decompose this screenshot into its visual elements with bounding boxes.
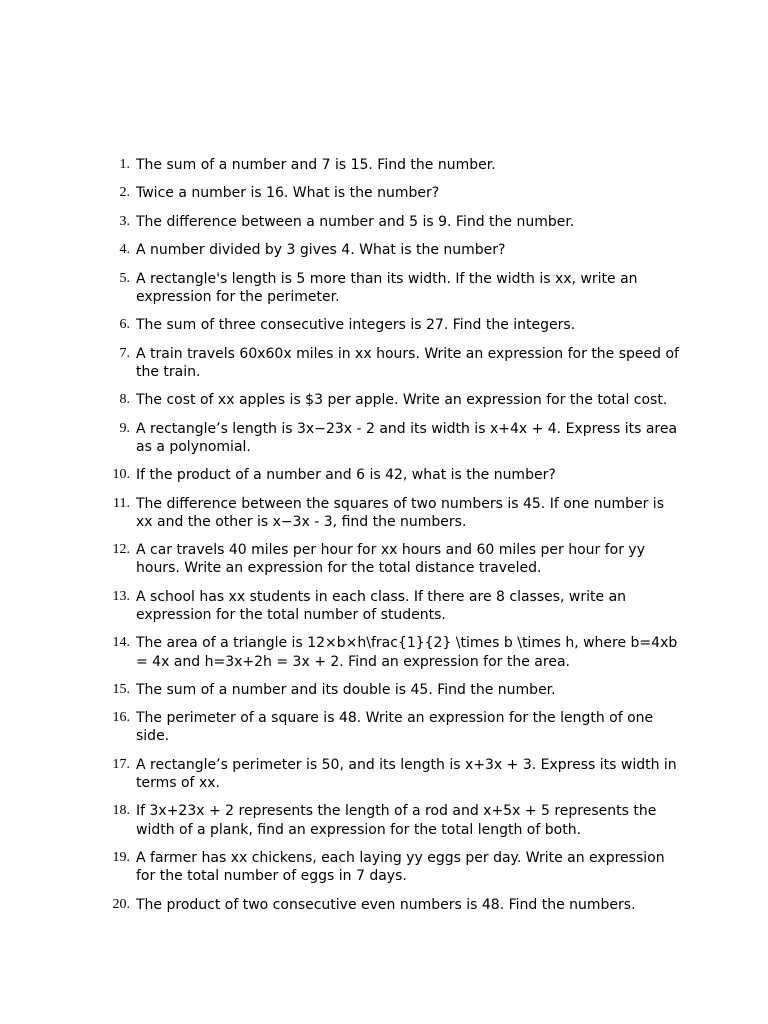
problem-item [0, 541, 768, 577]
problem-text: A rectangle's length is 5 more than its width. If the width is xx, write an expression for the perimeter. [136, 270, 638, 305]
problem-item [0, 588, 768, 624]
problem-item [0, 316, 768, 334]
problem-number: 5. [119, 270, 130, 286]
problem-item [0, 849, 768, 885]
problem-number: 10. [112, 467, 130, 483]
problem-text: A number divided by 3 gives 4. What is the number? [136, 242, 506, 259]
problem-number: 20. [112, 896, 130, 912]
problem-item [0, 420, 768, 456]
problem-text: The difference between the squares of two numbers is 45. If one number is xx and the other is x−3x - 3, find the numbers. [136, 495, 664, 530]
problem-number: 9. [119, 420, 130, 436]
problem-item [0, 270, 768, 306]
problem-text: A train travels 60x60x miles in xx hours. Write an expression for the speed of the train. [136, 345, 679, 380]
problem-item [0, 634, 768, 670]
problem-number: 18. [112, 803, 130, 819]
problem-number: 8. [119, 392, 130, 408]
problem-number: 6. [119, 317, 130, 333]
problem-number: 17. [112, 756, 130, 772]
problem-item [0, 213, 768, 231]
problem-text: Twice a number is 16. What is the number? [136, 185, 440, 202]
problem-item [0, 709, 768, 745]
problem-text: The product of two consecutive even numbers is 48. Find the numbers. [136, 896, 636, 913]
problem-text: A school has xx students in each class. If there are 8 classes, write an expression for the total number of students. [136, 588, 627, 623]
problem-text: The cost of xx apples is $3 per apple. Write an expression for the total cost. [136, 392, 668, 409]
problem-item [0, 802, 768, 838]
problem-item [0, 184, 768, 202]
problem-text: The sum of a number and 7 is 15. Find the number. [136, 157, 496, 173]
problem-item [0, 241, 768, 259]
problem-text: The area of a triangle is 12×b×h\frac{1}{2} \times b \times h, where b=4xb = 4x and h=3x+2h = 3x + 2. Find an expression for the area. [136, 635, 678, 670]
problem-number: 15. [112, 681, 130, 697]
problem-text: A rectangle’s length is 3x−23x - 2 and its width is x+4x + 4. Express its area as a polynomial. [136, 420, 678, 455]
problem-text: The difference between a number and 5 is 9. Find the number. [136, 213, 575, 230]
problem-number: 19. [112, 850, 130, 866]
problem-text: A car travels 40 miles per hour for xx hours and 60 miles per hour for yy hours. Write an expression for the total distance traveled. [136, 542, 645, 577]
problem-item [0, 345, 768, 381]
problem-item [0, 156, 768, 174]
problem-item [0, 466, 768, 484]
problem-number: 16. [112, 710, 130, 726]
problem-number: 11. [113, 495, 130, 511]
problem-number: 14. [112, 635, 130, 651]
problem-item [0, 495, 768, 531]
problem-number: 7. [119, 345, 130, 361]
problem-number: 1. [119, 157, 130, 172]
problem-number: 3. [119, 213, 130, 229]
problem-number: 4. [119, 242, 130, 258]
problem-text: If 3x+23x + 2 represents the length of a rod and x+5x + 5 represents the width of a plank, find an expression for the total length of both. [136, 803, 657, 838]
problem-number: 12. [112, 542, 130, 558]
problem-list [0, 156, 768, 924]
problem-text: The perimeter of a square is 48. Write an expression for the length of one side. [136, 710, 654, 745]
problem-number: 2. [119, 185, 130, 201]
problem-item [0, 896, 768, 914]
problem-text: The sum of a number and its double is 45. Find the number. [136, 681, 556, 698]
problem-text: If the product of a number and 6 is 42, what is the number? [136, 467, 556, 484]
problem-item [0, 391, 768, 409]
problem-text: A farmer has xx chickens, each laying yy eggs per day. Write an expression for the total number of eggs in 7 days. [136, 850, 665, 885]
problem-item [0, 681, 768, 699]
problem-item [0, 756, 768, 792]
problem-text: A rectangle’s perimeter is 50, and its length is x+3x + 3. Express its width in terms of xx. [136, 756, 677, 792]
problem-number: 13. [112, 588, 130, 604]
problem-text: The sum of three consecutive integers is 27. Find the integers. [136, 317, 576, 334]
